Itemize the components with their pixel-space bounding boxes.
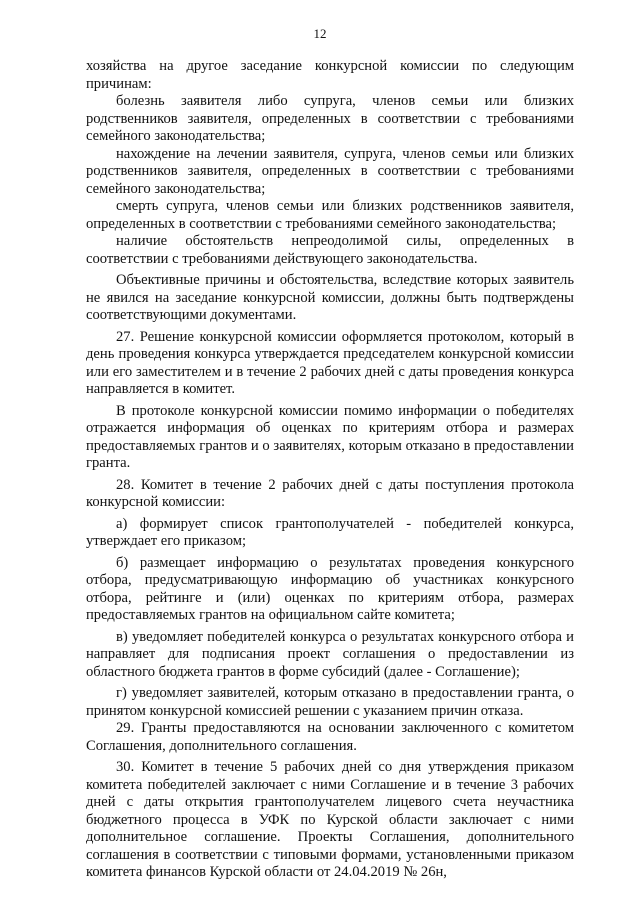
paragraph: в) уведомляет победителей конкурса о результатах конкурсного отбора и направляет для подписания проект соглашения о предоставлении из областного бюджета грантов в форме субсидий (далее - Соглашение); (86, 628, 574, 680)
paragraph: наличие обстоятельств непреодолимой силы, определенных в соответствии с требованиями действующего законодательства. (86, 233, 574, 267)
page-number: 12 (313, 26, 327, 41)
paragraph: а) формирует список грантополучателей - победителей конкурса, утверждает его приказом; (86, 515, 574, 549)
paragraph: В протоколе конкурсной комиссии помимо информации о победителях отражается информация об оценках по критериям отбора и размерах предоставляемых грантов и о заявителях, которым отказано в предоставлении гранта. (86, 402, 574, 471)
paragraph: б) размещает информацию о результатах проведения конкурсного отбора, предусматривающую информацию об участниках конкурсного отбора, рейтинге и (или) оценках по критериям отбора, размерах предоставляемых грантов на официальном сайте комитета; (86, 554, 574, 623)
paragraph: г) уведомляет заявителей, которым отказано в предоставлении гранта, о принятом конкурсной комиссией решении с указанием причин отказа. (86, 685, 574, 719)
paragraph: 30. Комитет в течение 5 рабочих дней со дня утверждения приказом комитета победителей заключает с ними Соглашение и в течение 3 рабочих дней с даты открытия грантополучателем лицевого счета неучастника бюджетного процесса в УФК по Курской области заключает с ними дополнительное соглашение. Проекты Соглашения, дополнительного соглашения в соответствии с типовыми формами, установленными приказом комитета финансов Курской области от 24.04.2019 № 26н, (86, 759, 574, 880)
paragraph: 29. Гранты предоставляются на основании заключенного с комитетом Соглашения, дополнительного соглашения. (86, 720, 574, 754)
paragraph: болезнь заявителя либо супруга, членов семьи или близких родственников заявителя, определенных в соответствии с требованиями семейного законодательства; (86, 93, 574, 144)
paragraph: Объективные причины и обстоятельства, вследствие которых заявитель не явился на заседание конкурсной комиссии, должны быть подтверждены соответствующими документами. (86, 272, 574, 323)
paragraph: хозяйства на другое заседание конкурсной комиссии по следующим причинам: (86, 58, 574, 92)
paragraph: 27. Решение конкурсной комиссии оформляется протоколом, который в день проведения конкурса утверждается председателем конкурсной комиссии или его заместителем и в течение 2 рабочих дней с даты проведения конкурса направляется в комитет. (86, 328, 574, 397)
paragraph: нахождение на лечении заявителя, супруга, членов семьи или близких родственников заявителя, определенных в соответствии с требованиями семейного законодательства; (86, 145, 574, 197)
body-text (86, 58, 574, 882)
paragraph: смерть супруга, членов семьи или близких родственников заявителя, определенных в соответствии с требованиями семейного законодательства; (86, 198, 574, 232)
paragraph: 28. Комитет в течение 2 рабочих дней с даты поступления протокола конкурсной комиссии: (86, 476, 574, 510)
